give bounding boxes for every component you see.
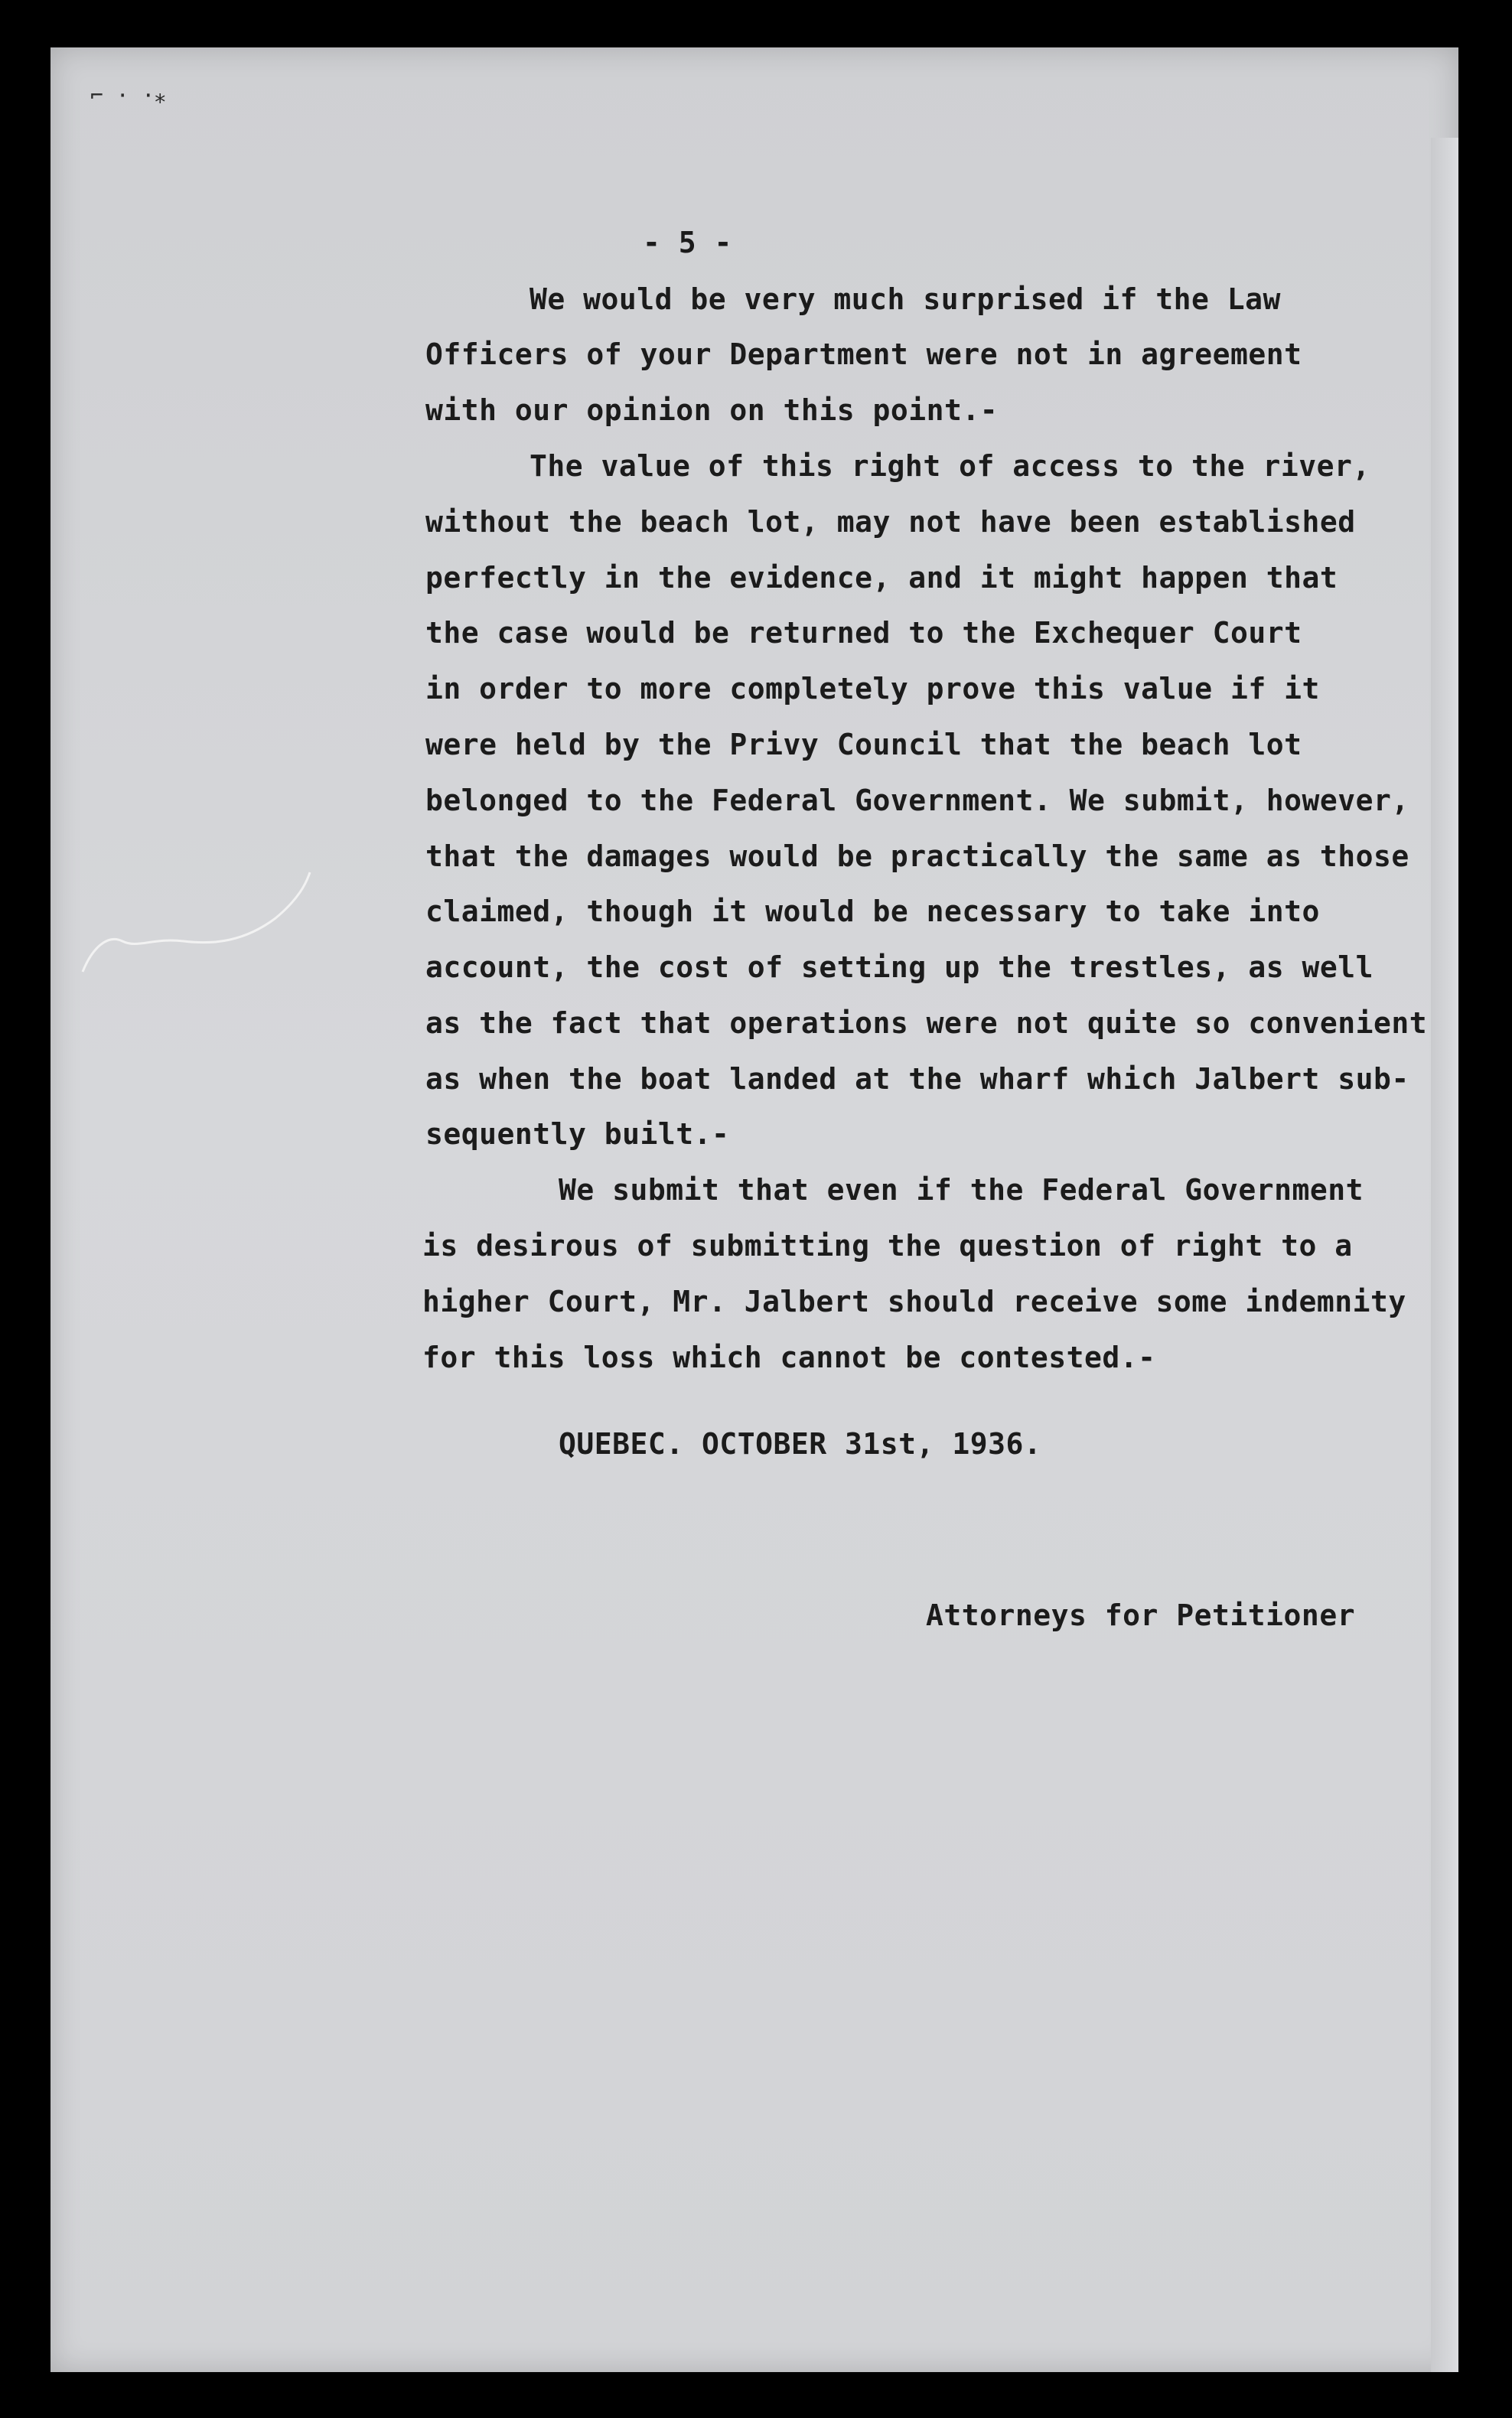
body-line: belonged to the Federal Government. We submit, however,	[425, 784, 1409, 817]
body-line: with our opinion on this point.-	[425, 393, 999, 427]
body-line: were held by the Privy Council that the beach lot	[425, 728, 1302, 761]
pencil-scribble	[77, 865, 321, 987]
body-line: as when the boat landed at the wharf which Jalbert sub-	[425, 1062, 1409, 1096]
paper-edge	[1431, 138, 1458, 2372]
body-line: sequently built.-	[425, 1117, 730, 1151]
signature-line: Attorneys for Petitioner	[926, 1598, 1356, 1632]
body-line: is desirous of submitting the question of right to a	[422, 1229, 1353, 1263]
body-line: without the beach lot, may not have been established	[425, 505, 1356, 539]
body-line: account, the cost of setting up the trestles, as well	[425, 950, 1374, 984]
body-line: the case would be returned to the Exchequer Court	[425, 616, 1302, 650]
body-line: in order to more completely prove this value if it	[425, 672, 1320, 706]
body-line: Officers of your Department were not in agreement	[425, 337, 1302, 371]
body-line: perfectly in the evidence, and it might happen that	[425, 561, 1338, 595]
body-line: that the damages would be practically the same as those	[425, 839, 1409, 873]
date-line: QUEBEC. OCTOBER 31st, 1936.	[559, 1427, 1042, 1461]
page-number: - 5 -	[643, 226, 732, 259]
body-line: The value of this right of access to the river,	[530, 449, 1370, 483]
body-line: for this loss which cannot be contested.-	[422, 1341, 1156, 1374]
body-line: claimed, though it would be necessary to take into	[425, 895, 1320, 928]
body-line: higher Court, Mr. Jalbert should receive some indemnity	[422, 1285, 1406, 1318]
body-line: as the fact that operations were not quite so convenient	[425, 1006, 1428, 1040]
body-line: We submit that even if the Federal Government	[559, 1173, 1364, 1207]
corner-mark: ⌐ · ·⁎	[90, 83, 166, 108]
body-line: We would be very much surprised if the Law	[530, 282, 1281, 316]
